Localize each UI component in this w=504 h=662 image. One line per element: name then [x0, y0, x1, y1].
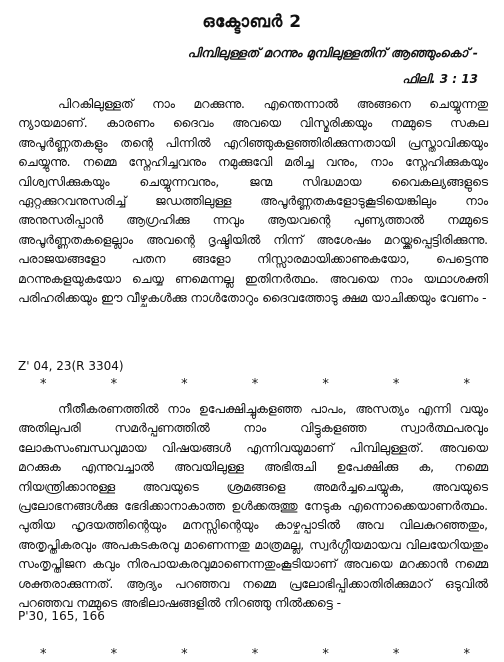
separator-star: * [463, 647, 470, 662]
separator-row-1 [40, 377, 470, 392]
page-title: ഒക്ടോബർ 2 [202, 12, 302, 32]
verse-reference: ഫിലി. 3 : 13 [402, 72, 478, 86]
paragraph-2: നീതീകരണത്തിൽ നാം ഉപേക്ഷിച്ചുകളഞ്ഞ പാപം, അസത്യം എന്നി വയും അതിലുപരി സമർപ്പണത്തിൽ നാം വിട്ടുകളഞ്ഞ സ്വാർത്ഥപരവും ലോകസംബന്ധവുമായ വിഷയങ്ങൾ എന്നിവയുമാണ് പിമ്പിലുള്ളത്. അവയെ മറക്കുക എന്നുവച്ചാൽ അവയിലുള്ള അഭിരുചി ഉപേക്ഷിക്കു ക, നമ്മെ നിയന്ത്രിക്കാനുള്ള അവയുടെ ശ്രമങ്ങളെ അമർച്ചചെയ്യുക, അവയുടെ പ്രലോഭനങ്ങൾക്കു ഭേദിക്കാനാകാത്ത ഉൾക്കരുത്തു നേടുക എന്നൊക്കെയാണർത്ഥം. പുതിയ ഹൃദയത്തിന്റെയും മനസ്സിന്റെയും കാഴ്ചപ്പാടിൽ അവ വിലകുറഞ്ഞതും, അതൃപ്തികരവും അപകടകരവു മാണെന്നതു മാത്രമല്ല, സ്വർഗ്ഗീയമായവ വിലയേറിയതും സംതൃപ്തിജന കവും നിരപായകരവുമാണെന്നതുംകൂടിയാണ് അവയെ മറക്കാൻ നമ്മെ ശക്തരാക്കുന്നത്. ആദ്യം പറഞ്ഞവ നമ്മെ പ്രലോഭിപ്പിക്കാതിരിക്കുമാറ് ഒടുവിൽ പറഞ്ഞവ നമ്മുടെ അഭിലാഷങ്ങളിൽ നിറഞ്ഞു നിൽക്കട്ടെ - [18, 402, 488, 611]
paragraph-1: പിറകിലുള്ളത് നാം മറക്കുന്നു. എന്തെന്നാൽ അങ്ങനെ ചെയ്യുന്നതു ന്യായമാണ്. കാരണം ദൈവം അവയെ വിസ്മരിക്കയും നമ്മുടെ സകല അപൂർണ്ണതകളും തന്റെ പിന്നിൽ എറിഞ്ഞുകളഞ്ഞിരിക്കുന്നതായി പ്രസ്താവിക്കയും ചെയ്യുന്നു. നമ്മെ സ്നേഹിച്ചവനും നമുക്കുവേി മരിച്ച വനും, നാം സ്നേഹിക്കുകയും വിശ്വസിക്കുകയും ചെയ്യുന്നവനും, ജന്മ സിദ്ധമായ വൈകല്യങ്ങളുടെ ഏറ്റക്കുറവനുസരിച്ച് ജഡത്തിലുള്ള അപൂർണ്ണതകളോടുകൂടിയെങ്കിലും നാം അനുസരിപ്പാൻ ആഗ്രഹിക്കു ന്നവും ആയവന്റെ പുണ്യത്താൽ നമ്മുടെ അപൂർണ്ണതകളെല്ലാം അവന്റെ ദൃഷ്ടിയിൽ നിന്ന് അശേഷം മറയ്ക്കപ്പെട്ടിരിക്കുന്നു. പരാജയങ്ങളോ പതന ങ്ങളോ നിസ്സാരമായിക്കാണുകയോ, പെട്ടെന്നു മറന്നുകളയുകയോ ചെയ്യ ണമെന്നല്ല ഇതിനർത്ഥം. അവയെ നാം യഥാശക്തി പരിഹരിക്കയും ഈ വീഴ്ചകൾക്കു നാൾതോറും ദൈവത്തോടു ക്ഷമ യാചിക്കയും വേണം - [18, 97, 488, 306]
separator-star: * [110, 377, 118, 392]
separator-star: * [322, 377, 329, 392]
separator-star: * [181, 647, 188, 662]
separator-star: * [392, 377, 400, 392]
separator-star: * [463, 377, 470, 392]
separator-star: * [40, 647, 47, 662]
separator-star: * [110, 647, 118, 662]
separator-star: * [251, 377, 259, 392]
separator-row-2 [40, 647, 470, 662]
citation-1: Z' 04, 23(R 3304) [18, 359, 124, 373]
citation-2: P'30, 165, 166 [18, 609, 105, 623]
separator-star: * [322, 647, 329, 662]
separator-star: * [392, 647, 400, 662]
separator-star: * [40, 377, 47, 392]
separator-star: * [251, 647, 259, 662]
verse-text: പിമ്പിലുള്ളത് മറന്നും മുമ്പിലുള്ളതിന് ആഞ്ഞുംകൊ് - [187, 45, 478, 60]
separator-star: * [181, 377, 188, 392]
